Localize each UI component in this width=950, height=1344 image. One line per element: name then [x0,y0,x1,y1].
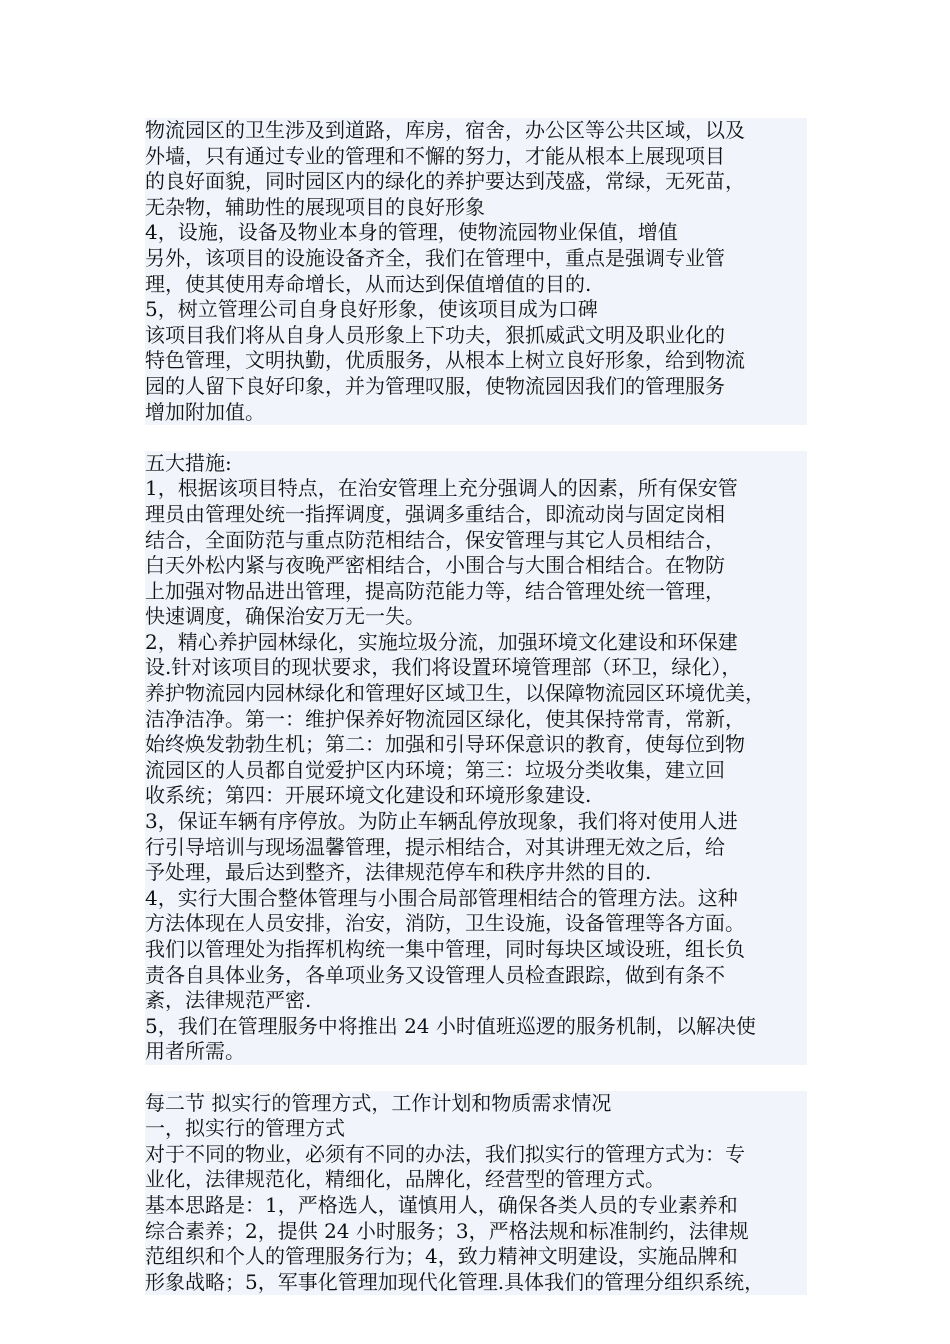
text-line: 外墙，只有通过专业的管理和不懈的努力，才能从根本上展现项目 [145,143,725,168]
text-line: 一，拟实行的管理方式 [145,1116,345,1141]
document-text-block [145,118,807,1295]
text-line: 园的人留下良好印象，并为管理叹服，使物流园因我们的管理服务 [145,373,725,398]
text-line: 理员由管理处统一指挥调度，强调多重结合，即流动岗与固定岗相 [145,501,725,526]
text-line: 4，设施，设备及物业本身的管理，使物流园物业保值，增值 [145,220,678,245]
text-line: 基本思路是：1，严格选人，谨慎用人，确保各类人员的专业素养和 [145,1192,738,1217]
text-line: 5，树立管理公司自身良好形象，使该项目成为口碑 [145,297,598,322]
text-line: 每二节 拟实行的管理方式，工作计划和物质需求情况 [145,1090,612,1115]
text-line: 流园区的人员都自觉爱护区内环境；第三：垃圾分类收集，建立回 [145,757,725,782]
text-line: 始终焕发勃勃生机；第二：加强和引导环保意识的教育，使每位到物 [145,732,745,757]
text-line: 另外，该项目的设施设备齐全，我们在管理中，重点是强调专业管 [145,245,725,270]
text-line: 5，我们在管理服务中将推出 24 小时值班巡逻的服务机制，以解决使 [145,1013,756,1038]
blank-line [143,425,809,451]
text-line: 1，根据该项目特点，在治安管理上充分强调人的因素，所有保安管 [145,476,738,501]
text-line: 我们以管理处为指挥机构统一集中管理，同时每块区域设班，组长负 [145,937,745,961]
text-line: 特色管理，文明执勤，优质服务，从根本上树立良好形象，给到物流 [145,348,745,373]
text-line: 的良好面貌，同时园区内的绿化的养护要达到茂盛，常绿，无死苗， [145,169,745,194]
text-line: 养护物流园内园林绿化和管理好区域卫生，以保障物流园区环境优美， [145,681,765,706]
text-line: 范组织和个人的管理服务行为；4，致力精神文明建设，实施品牌和 [145,1244,738,1269]
text-line: 综合素养；2，提供 24 小时服务；3，严格法规和标准制约，法律规 [145,1218,749,1243]
text-line: 结合，全面防范与重点防范相结合，保安管理与其它人员相结合， [145,527,725,552]
blank-line [143,1065,809,1091]
text-line: 行引导培训与现场温馨管理，提示相结合，对其讲理无效之后，给 [145,834,725,859]
text-line: 洁净洁净。第一：维护保养好物流园区绿化，使其保持常青，常新， [145,706,745,731]
text-line: 快速调度，确保治安万无一失。 [145,604,425,629]
text-line: 无杂物，辅助性的展现项目的良好形象 [145,194,485,219]
text-line: 上加强对物品进出管理，提高防范能力等，结合管理处统一管理， [145,578,725,603]
text-line: 对于不同的物业，必须有不同的办法，我们拟实行的管理方式为：专 [145,1141,745,1166]
text-line: 白天外松内紧与夜晚严密相结合，小围合与大围合相结合。在物防 [145,553,725,578]
text-line: 五大措施: [145,450,232,475]
text-line: 收系统；第四：开展环境文化建设和环境形象建设. [145,783,592,808]
text-line: 业化，法律规范化，精细化，品牌化，经营型的管理方式。 [145,1167,665,1192]
text-line: 方法体现在人员安排，治安，消防，卫生设施，设备管理等各方面。 [145,911,745,936]
text-line: 物流园区的卫生涉及到道路，库房，宿舍，办公区等公共区域，以及 [145,118,745,142]
text-line: 设.针对该项目的现状要求，我们将设置环境管理部（环卫，绿化）， [145,655,742,680]
text-line: 增加附加值。 [145,399,265,424]
text-line: 紊，法律规范严密. [145,988,312,1013]
text-line: 形象战略；5，军事化管理加现代化管理.具体我们的管理分组织系统， [145,1269,765,1294]
text-line: 用者所需。 [145,1039,245,1064]
text-line: 3，保证车辆有序停放。为防止车辆乱停放现象，我们将对使用人进 [145,809,738,834]
text-line: 2，精心养护园林绿化，实施垃圾分流，加强环境文化建设和环保建 [145,629,738,654]
text-line: 4，实行大围合整体管理与小围合局部管理相结合的管理方法。这种 [145,885,738,910]
text-line: 理，使其使用寿命增长，从而达到保值增值的目的. [145,271,592,296]
text-line: 予处理，最后达到整齐，法律规范停车和秩序井然的目的. [145,860,652,885]
text-line: 责各自具体业务，各单项业务又设管理人员检查跟踪，做到有条不 [145,962,725,987]
text-line: 该项目我们将从自身人员形象上下功夫，狠抓威武文明及职业化的 [145,322,725,347]
